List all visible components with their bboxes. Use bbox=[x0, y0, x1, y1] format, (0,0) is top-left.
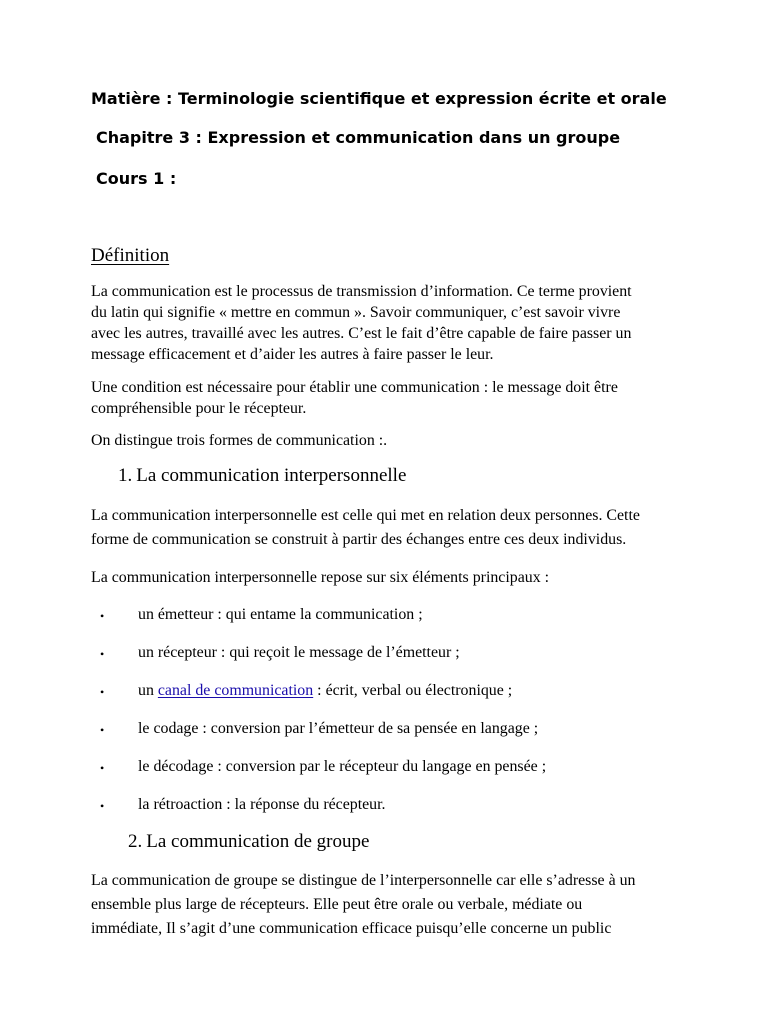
bullet-icon: • bbox=[100, 685, 105, 699]
subject-heading: Matière : Terminologie scientifique et expression écrite et orale bbox=[91, 89, 667, 108]
canal-de-communication-link[interactable]: canal de communication bbox=[157, 682, 314, 699]
text-line: du latin qui signifie « mettre en commun ». Savoir communiquer, c’est savoir vivre bbox=[91, 304, 621, 321]
definition-paragraph-2 bbox=[91, 377, 691, 419]
text-line: avec les autres, travaillé avec les autres. C’est le fait d’être capable de faire passer un bbox=[91, 325, 632, 342]
bullet-icon: • bbox=[100, 609, 105, 623]
text-line: Une condition est nécessaire pour établir une communication : le message doit être bbox=[91, 379, 618, 396]
list-item-text: le décodage : conversion par le récepteur du langage en pensée ; bbox=[138, 758, 547, 775]
bullet-icon: • bbox=[100, 799, 105, 813]
text-line: On distingue trois formes de communication :. bbox=[91, 432, 388, 449]
list-item-text: la rétroaction : la réponse du récepteur. bbox=[138, 796, 386, 813]
list-item-text: un récepteur : qui reçoit le message de l’émetteur ; bbox=[138, 644, 460, 661]
section-2-title-text: La communication de groupe bbox=[146, 831, 370, 852]
list-item-suffix: : écrit, verbal ou électronique ; bbox=[313, 682, 513, 699]
section-2-number: 2. bbox=[128, 831, 143, 852]
definition-paragraph-1 bbox=[91, 281, 691, 365]
text-line: La communication est le processus de transmission d’information. Ce terme provient bbox=[91, 283, 632, 300]
section-1-intro: La communication interpersonnelle repose sur six éléments principaux : bbox=[91, 569, 550, 586]
chapter-heading: Chapitre 3 : Expression et communication dans un groupe bbox=[96, 128, 621, 147]
section-1-title bbox=[118, 465, 406, 487]
bullet-icon: • bbox=[100, 723, 105, 737]
text-line: La communication de groupe se distingue de l’interpersonnelle car elle s’adresse à un bbox=[91, 872, 636, 889]
list-item-text: le codage : conversion par l’émetteur de sa pensée en langage ; bbox=[138, 720, 539, 737]
definition-paragraph-3 bbox=[91, 430, 691, 451]
list-item-text: un émetteur : qui entame la communication ; bbox=[138, 606, 423, 623]
section-1-paragraph bbox=[91, 504, 691, 552]
section-2-title bbox=[128, 831, 369, 853]
definition-title: Définition bbox=[91, 245, 170, 266]
text-line: forme de communication se construit à partir des échanges entre ces deux individus. bbox=[91, 531, 627, 548]
text-line: message efficacement et d’aider les autres à faire passer le leur. bbox=[91, 346, 494, 363]
section-1-number: 1. bbox=[118, 465, 133, 486]
text-line: ensemble plus large de récepteurs. Elle peut être orale ou verbale, médiate ou bbox=[91, 896, 583, 913]
section-1-title-text: La communication interpersonnelle bbox=[136, 465, 407, 486]
text-line: compréhensible pour le récepteur. bbox=[91, 400, 307, 417]
bullet-icon: • bbox=[100, 647, 105, 661]
text-line: La communication interpersonnelle est celle qui met en relation deux personnes. Cette bbox=[91, 507, 640, 524]
course-heading: Cours 1 : bbox=[96, 169, 177, 188]
bullet-icon: • bbox=[100, 761, 105, 775]
section-2-paragraph bbox=[91, 869, 691, 941]
list-item-text bbox=[138, 682, 512, 700]
text-line: immédiate, Il s’agit d’une communication efficace puisqu’elle concerne un public bbox=[91, 920, 612, 937]
list-item-prefix: un bbox=[138, 682, 158, 699]
